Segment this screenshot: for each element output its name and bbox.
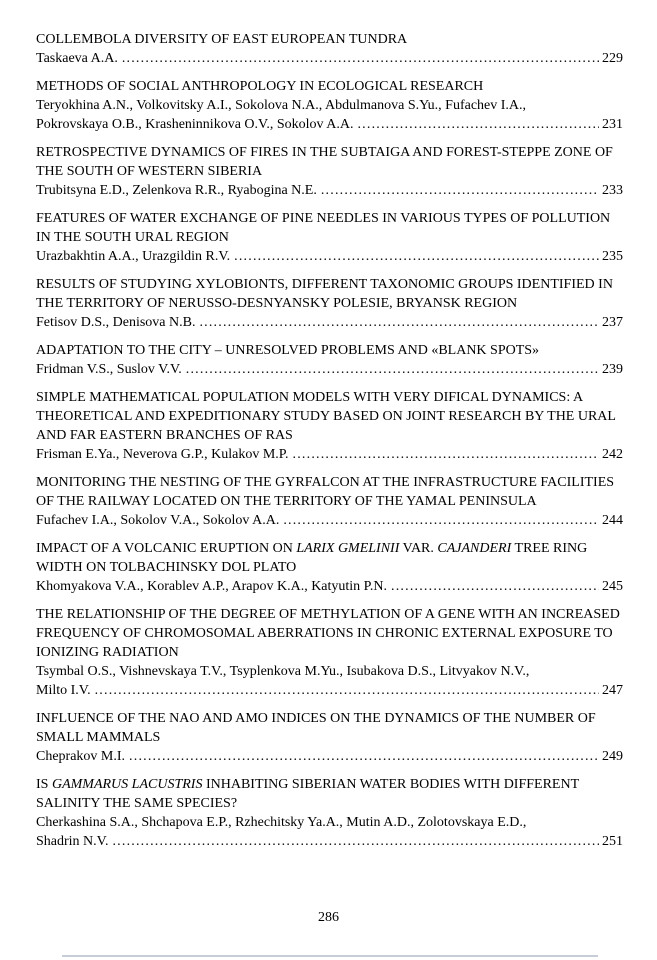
entry-page-number: 231 xyxy=(602,117,623,132)
entry-authors: Khomyakova V.A., Korablev A.P., Arapov K.A., Katyutin P.N. xyxy=(36,579,388,594)
entry-page-number: 245 xyxy=(602,579,623,594)
toc-entry xyxy=(36,77,623,134)
entry-title: RESULTS OF STUDYING XYLOBIONTS, DIFFERENT TAXONOMIC GROUPS IDENTIFIED IN THE TERRITORY OF NERUSSO-DESNYANSKY POLESIE, BRYANSK REGION xyxy=(36,277,613,311)
entry-title: SIMPLE MATHEMATICAL POPULATION MODELS WITH VERY DIFICAL DYNAMICS: A THEORETICAL AND EXPEDITIONARY STUDY BASED ON JOINT RESEARCH BY THE URAL AND FAR EASTERN BRANCHES OF RAS xyxy=(36,390,616,443)
dot-leader xyxy=(321,181,599,200)
entry-authors: Pokrovskaya O.B., Krasheninnikova O.V., Sokolov A.A. xyxy=(36,117,354,132)
toc-entry xyxy=(36,605,623,700)
entry-authors-line xyxy=(36,681,623,700)
entry-title: RETROSPECTIVE DYNAMICS OF FIRES IN THE SUBTAIGA AND FOREST-STEPPE ZONE OF THE SOUTH OF WESTERN SIBERIA xyxy=(36,145,613,179)
title-latin-name: GAMMARUS LACUSTRIS xyxy=(51,777,203,792)
dot-leader xyxy=(293,445,599,464)
toc-entry xyxy=(36,539,623,596)
toc-entry xyxy=(36,275,623,332)
title-latin-name: CAJANDERI xyxy=(437,541,512,556)
entry-page-number: 251 xyxy=(602,834,623,849)
scan-artifact-line xyxy=(62,955,598,957)
entry-title: METHODS OF SOCIAL ANTHROPOLOGY IN ECOLOGICAL RESEARCH xyxy=(36,79,484,94)
dot-leader xyxy=(234,247,599,266)
title-text: IS xyxy=(36,777,49,792)
entry-title xyxy=(36,775,623,813)
entry-authors: Teryokhina A.N., Volkovitsky A.I., Sokolova N.A., Abdulmanova S.Yu., Fufachev I.A., xyxy=(36,98,527,113)
title-text: IMPACT OF A VOLCANIC ERUPTION ON xyxy=(36,541,293,556)
dot-leader xyxy=(283,511,599,530)
dot-leader xyxy=(129,747,599,766)
toc-entry xyxy=(36,775,623,851)
dot-leader xyxy=(112,832,599,851)
entry-page-number: 235 xyxy=(602,249,623,264)
title-text: VAR. xyxy=(402,541,434,556)
entry-authors-line xyxy=(36,360,623,379)
entry-authors: Milto I.V. xyxy=(36,683,91,698)
entry-page-number: 239 xyxy=(602,362,623,377)
entry-page-number: 237 xyxy=(602,315,623,330)
entry-authors: Fufachev I.A., Sokolov V.A., Sokolov A.A. xyxy=(36,513,280,528)
entry-authors-line xyxy=(36,115,623,134)
entry-authors: Cherkashina S.A., Shchapova E.P., Rzhechitsky Ya.A., Mutin A.D., Zolotovskaya E.D., xyxy=(36,815,527,830)
entry-page-number: 233 xyxy=(602,183,623,198)
toc-entry xyxy=(36,473,623,530)
entry-authors: Trubitsyna E.D., Zelenkova R.R., Ryabogina N.E. xyxy=(36,183,317,198)
entry-authors-line xyxy=(36,181,623,200)
entry-title xyxy=(36,539,623,577)
entry-authors-line xyxy=(36,511,623,530)
dot-leader xyxy=(357,115,599,134)
entry-authors-line xyxy=(36,832,623,851)
title-latin-name: LARIX GMELINII xyxy=(296,541,400,556)
entry-page-number: 244 xyxy=(602,513,623,528)
entry-authors-line xyxy=(36,747,623,766)
dot-leader xyxy=(199,313,599,332)
entry-authors-line xyxy=(36,313,623,332)
entry-authors: Urazbakhtin A.A., Urazgildin R.V. xyxy=(36,249,231,264)
dot-leader xyxy=(391,577,599,596)
dot-leader xyxy=(122,49,599,68)
entry-authors: Shadrin N.V. xyxy=(36,834,109,849)
entry-page-number: 249 xyxy=(602,749,623,764)
dot-leader xyxy=(95,681,599,700)
entry-authors-line xyxy=(36,247,623,266)
entry-authors-line xyxy=(36,49,623,68)
entry-title: MONITORING THE NESTING OF THE GYRFALCON AT THE INFRASTRUCTURE FACILITIES OF THE RAILWAY LOCATED ON THE TERRITORY OF THE YAMAL PENINSULA xyxy=(36,475,615,509)
toc-entry xyxy=(36,30,623,68)
toc-entry xyxy=(36,388,623,464)
entry-title: THE RELATIONSHIP OF THE DEGREE OF METHYLATION OF A GENE WITH AN INCREASED FREQUENCY OF CHROMOSOMAL ABERRATIONS IN CHRONIC EXTERNAL EXPOSURE TO IONIZING RADIATION xyxy=(36,607,620,660)
entry-authors: Fetisov D.S., Denisova N.B. xyxy=(36,315,196,330)
entry-page-number: 242 xyxy=(602,447,623,462)
entry-title: COLLEMBOLA DIVERSITY OF EAST EUROPEAN TUNDRA xyxy=(36,32,408,47)
page-footer-number: 286 xyxy=(318,910,339,925)
toc-entry xyxy=(36,709,623,766)
entry-title: INFLUENCE OF THE NAO AND AMO INDICES ON THE DYNAMICS OF THE NUMBER OF SMALL MAMMALS xyxy=(36,711,596,745)
entry-page-number: 247 xyxy=(602,683,623,698)
dot-leader xyxy=(186,360,599,379)
title-text: INHABITING SIBERIAN WATER BODIES WITH DIFFERENT SALINITY THE SAME SPECIES? xyxy=(36,777,579,811)
entry-authors: Tsymbal O.S., Vishnevskaya T.V., Tsyplenkova M.Yu., Isubakova D.S., Litvyakov N.V., xyxy=(36,664,530,679)
entry-authors: Cheprakov M.I. xyxy=(36,749,126,764)
entry-page-number: 229 xyxy=(602,51,623,66)
entry-authors: Frisman E.Ya., Neverova G.P., Kulakov M.P. xyxy=(36,447,289,462)
entry-authors-line xyxy=(36,445,623,464)
entry-authors: Taskaeva A.A. xyxy=(36,51,118,66)
toc-entry xyxy=(36,341,623,379)
page-footer xyxy=(0,910,657,926)
entry-title: FEATURES OF WATER EXCHANGE OF PINE NEEDLES IN VARIOUS TYPES OF POLLUTION IN THE SOUTH URAL REGION xyxy=(36,211,611,245)
entry-authors-line xyxy=(36,577,623,596)
toc-entry xyxy=(36,143,623,200)
toc-entry xyxy=(36,209,623,266)
title-text: TREE RING WIDTH ON TOLBACHINSKY DOL PLATO xyxy=(36,541,588,575)
entry-title: ADAPTATION TO THE CITY – UNRESOLVED PROBLEMS AND «BLANK SPOTS» xyxy=(36,343,540,358)
entry-authors: Fridman V.S., Suslov V.V. xyxy=(36,362,182,377)
